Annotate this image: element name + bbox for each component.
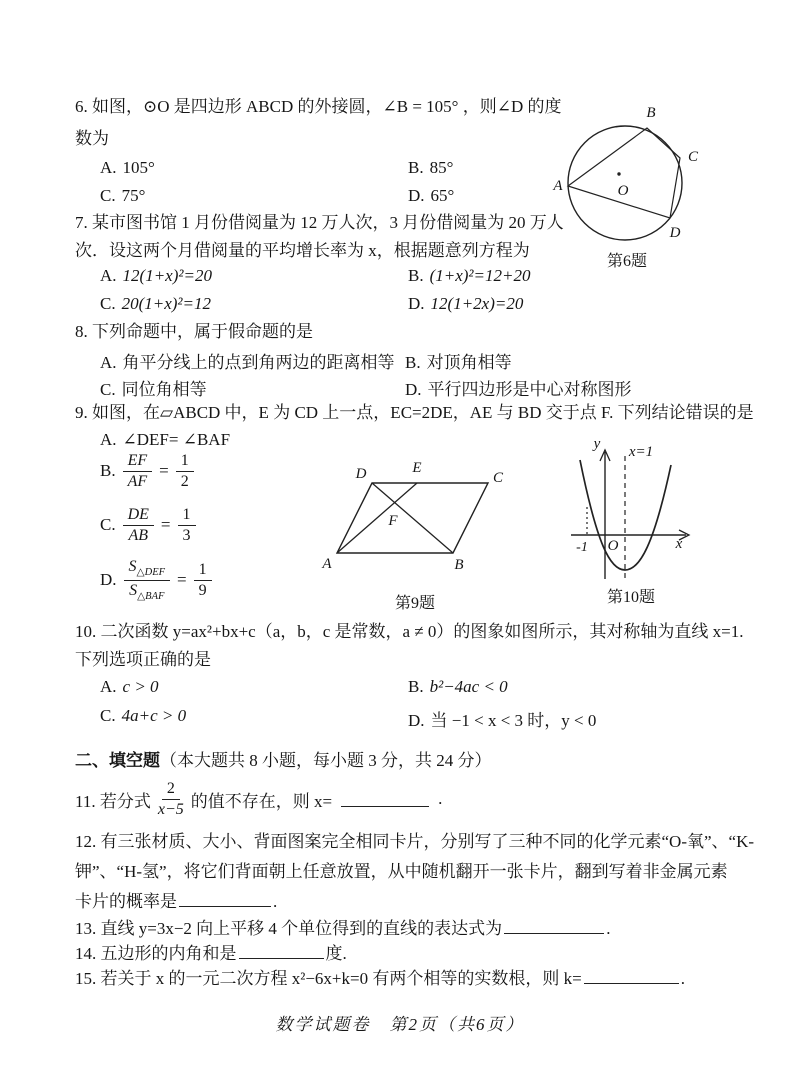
option-label: B. [100, 461, 116, 481]
q7-option-b [408, 266, 530, 286]
option-label: C. [100, 294, 116, 313]
figure-caption: 第9题 [394, 595, 436, 612]
option-text: 85° [429, 158, 454, 177]
fraction: $\frac{DE}{AB}$ [123, 506, 154, 545]
section2-header [75, 750, 492, 772]
option-label: B. [408, 158, 424, 177]
option-text: 当 −1 < x < 3 时，y < 0 [430, 711, 597, 730]
option-label: A. [100, 677, 117, 696]
option-label: C. [100, 380, 116, 399]
option-text: b²−4ac < 0 [429, 677, 508, 696]
equals-sign: = [159, 461, 169, 481]
option-label: C. [100, 706, 116, 725]
q11-period: . [438, 789, 443, 809]
figure-caption: 第6题 [606, 253, 648, 270]
option-label: B. [405, 353, 421, 372]
figure-caption: 第10题 [606, 589, 656, 606]
fraction: $\frac{1}{2}$ [176, 452, 194, 491]
label-C: C [687, 149, 699, 165]
option-text: 105° [122, 158, 155, 177]
q14-line: 14. 五边形的内角和是 度. [75, 944, 347, 963]
label-D: D [669, 225, 681, 241]
option-text: ∠DEF= ∠BAF [122, 430, 231, 449]
answer-blank [239, 943, 324, 959]
q10-parabola-diagram [553, 432, 748, 610]
label-x-axis: x [675, 536, 683, 552]
q6-option-a [100, 158, 155, 178]
q6-option-d [408, 186, 454, 206]
q6-option-b [408, 158, 453, 178]
q8-option-c [100, 375, 207, 400]
fraction: $\frac{2}{x-5}$ [157, 780, 184, 818]
label-y-axis: y [593, 436, 601, 452]
answer-blank [179, 891, 271, 907]
q11-row [75, 780, 442, 819]
page-footer: 数学试题卷 第2页（共6页） [275, 1015, 525, 1034]
option-text: (1+x)²=12+20 [429, 266, 531, 285]
q11-suffix: 的值不存在，则 x= [190, 791, 333, 811]
label-C: C [492, 470, 504, 486]
option-label: D. [405, 380, 422, 399]
option-text: 平行四边形是中心对称图形 [427, 380, 632, 399]
label-E: E [412, 460, 422, 476]
answer-blank [504, 918, 604, 934]
q8-option-a [100, 348, 395, 373]
option-label: B. [408, 266, 424, 285]
label-D: D [355, 466, 367, 482]
q9-option-c [100, 506, 196, 545]
label-origin: O [607, 538, 619, 554]
option-text: 4a+c > 0 [121, 706, 187, 725]
option-text: 75° [121, 186, 146, 205]
option-label: D. [100, 570, 117, 590]
q10-option-b [408, 677, 508, 697]
q10-option-c [100, 706, 186, 726]
q6-option-c [100, 186, 145, 206]
answer-blank [341, 791, 429, 807]
label-B: B [454, 557, 464, 573]
q6-circle-diagram [552, 98, 752, 276]
label-neg-one: -1 [576, 540, 588, 555]
q9-option-d [100, 558, 212, 603]
label-O: O [617, 183, 629, 199]
option-label: A. [100, 353, 117, 372]
q10-option-d [408, 706, 596, 731]
option-text: 12(1+x)²=20 [122, 266, 212, 285]
q8-option-d [405, 375, 632, 400]
q10-option-a [100, 677, 159, 697]
q10-stem-line2: 下列选项正确的是 [75, 650, 211, 669]
q12-line1: 12. 有三张材质、大小、背面图案完全相同卡片，分别写了三种不同的化学元素“O-氧”、“K- [75, 832, 755, 851]
option-text: 同位角相等 [121, 380, 207, 399]
section2-note: （本大题共 8 小题，每小题 3 分，共 24 分） [160, 751, 492, 770]
q6-stem-line1: 6. 如图，⊙O 是四边形 ABCD 的外接圆，∠B = 105° ，则∠D 的度 [75, 97, 562, 116]
fraction: $\frac{EF}{AF}$ [123, 452, 153, 491]
option-label: A. [100, 158, 117, 177]
label-F: F [388, 513, 398, 529]
equals-sign: = [160, 515, 171, 535]
q13-line: 13. 直线 y=3x−2 向上平移 4 个单位得到的直线的表达式为 . [75, 919, 611, 938]
q9-option-a [100, 430, 230, 450]
label-A: A [322, 556, 332, 572]
option-text: 12(1+2x)=20 [430, 294, 524, 313]
q8-stem: 8. 下列命题中，属于假命题的是 [75, 322, 313, 341]
equals-sign: = [177, 570, 187, 590]
q7-option-a [100, 266, 212, 286]
option-label: D. [408, 186, 425, 205]
fraction: $\frac{S_{\triangle DEF}}{S_{\triangle BAF}}$ [124, 558, 171, 603]
q12-line3: 卡片的概率是 . [75, 892, 278, 911]
option-text: 65° [430, 186, 455, 205]
q7-option-d [408, 294, 523, 314]
option-label: B. [408, 677, 424, 696]
q9-option-b [100, 452, 194, 491]
option-text: 20(1+x)²=12 [121, 294, 212, 313]
option-label: D. [408, 711, 425, 730]
q6-stem-line2: 数为 [75, 129, 109, 148]
fraction: $\frac{1}{3}$ [178, 506, 196, 545]
option-label: D. [408, 294, 425, 313]
option-label: C. [100, 515, 116, 535]
option-text: 角平分线上的点到角两边的距离相等 [122, 353, 395, 372]
section2-title: 二、填空题 [75, 751, 160, 770]
q15-line: 15. 若关于 x 的一元二次方程 x²−6x+k=0 有两个相等的实数根，则 k= . [75, 969, 685, 988]
q7-stem-line1: 7. 某市图书馆 1 月份借阅量为 12 万人次，3 月份借阅量为 20 万人 [75, 213, 564, 232]
q9-stem: 9. 如图，在▱ABCD 中，E 为 CD 上一点，EC=2DE，AE 与 BD 交于点 F. 下列结论错误的是 [75, 403, 754, 422]
q11-prefix: 11. 若分式 [75, 791, 151, 811]
option-label: C. [100, 186, 116, 205]
q7-stem-line2: 次．设这两个月借阅量的平均增长率为 x，根据题意列方程为 [75, 241, 530, 260]
option-text: c > 0 [122, 677, 159, 696]
center-dot [617, 172, 620, 175]
label-A: A [553, 178, 563, 194]
label-B: B [646, 105, 656, 121]
q7-option-c [100, 294, 211, 314]
q8-option-b [405, 348, 512, 373]
option-label: A. [100, 430, 117, 449]
answer-blank [584, 968, 679, 984]
label-x-equals-1: x=1 [628, 444, 654, 460]
option-text: 对顶角相等 [426, 353, 512, 372]
q10-stem-line1: 10. 二次函数 y=ax²+bx+c（a，b，c 是常数，a ≠ 0）的图象如图所示，其对称轴为直线 x=1. [75, 622, 744, 641]
fraction: $\frac{1}{9}$ [194, 561, 212, 600]
q12-line2: 钾”、“H-氢”，将它们背面朝上任意放置，从中随机翻开一张卡片，翻到写着非金属元素 [75, 862, 728, 881]
q9-parallelogram-diagram [315, 448, 530, 616]
option-label: A. [100, 266, 117, 285]
